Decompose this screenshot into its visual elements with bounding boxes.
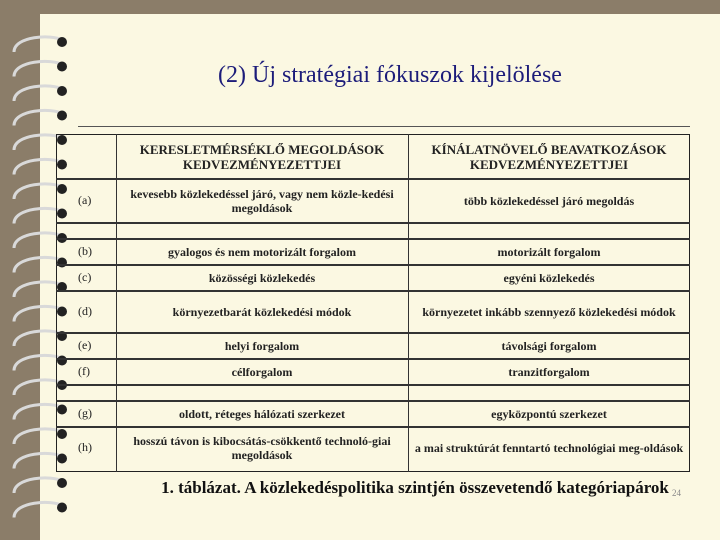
- title-rule: [78, 126, 690, 127]
- row-label: (a): [78, 193, 92, 207]
- column-rule: [408, 134, 409, 472]
- supply-cell: egyéni közlekedés: [503, 271, 595, 285]
- supply-cell: a mai struktúrát fenntartó technológiai meg-oldások: [414, 441, 684, 455]
- spiral-ring: [14, 233, 62, 248]
- demand-cell: hosszú távon is kibocsátás-csökkentő technoló-giai megoldások: [133, 434, 391, 462]
- slide-title: (2) Új stratégiai fókuszok kijelölése: [218, 62, 562, 88]
- spiral-ring: [14, 110, 62, 125]
- table-rule: [56, 222, 690, 224]
- spiral-hole: [57, 111, 67, 121]
- demand-cell: célforgalom: [231, 365, 293, 379]
- spiral-ring: [14, 502, 62, 517]
- spiral-ring: [14, 429, 62, 444]
- spiral-ring: [14, 257, 62, 272]
- supply-cell: egyközpontú szerkezet: [491, 407, 607, 421]
- spiral-ring: [14, 208, 62, 223]
- page-number: 24: [672, 488, 681, 498]
- supply-cell: több közlekedéssel járó megoldás: [463, 194, 635, 208]
- spiral-hole: [57, 86, 67, 96]
- demand-cell: közösségi közlekedés: [208, 271, 316, 285]
- spiral-ring: [14, 86, 62, 101]
- row-label: (d): [78, 304, 92, 318]
- table-caption: 1. táblázat. A közlekedéspolitika szintjén összevetendő kategóriapárok: [161, 478, 669, 497]
- column-rule: [116, 134, 117, 472]
- row-label: (e): [78, 338, 92, 352]
- spiral-ring: [14, 380, 62, 395]
- demand-cell: gyalogos és nem motorizált forgalom: [168, 245, 356, 259]
- spiral-hole: [57, 503, 67, 513]
- column-header: KÍNÁLATNÖVELŐ BEAVATKOZÁSOK KEDVEZMÉNYEZETTJEI: [431, 142, 667, 172]
- row-label: (g): [78, 406, 92, 420]
- column-header: KERESLETMÉRSÉKLŐ MEGOLDÁSOK KEDVEZMÉNYEZETTJEI: [139, 142, 385, 172]
- spiral-ring: [14, 306, 62, 321]
- demand-cell: környezetbarát közlekedési módok: [172, 305, 352, 319]
- spiral-ring: [14, 61, 62, 76]
- row-label: (c): [78, 270, 92, 284]
- spiral-ring: [14, 37, 62, 52]
- supply-cell: tranzitforgalom: [508, 365, 590, 379]
- spiral-ring: [14, 478, 62, 493]
- spiral-ring: [14, 331, 62, 346]
- spiral-ring: [14, 355, 62, 370]
- row-label: (b): [78, 244, 92, 258]
- spiral-ring: [14, 159, 62, 174]
- spiral-hole: [57, 478, 67, 488]
- spiral-hole: [57, 62, 67, 72]
- spiral-hole: [57, 37, 67, 47]
- row-label: (h): [78, 440, 92, 454]
- spiral-ring: [14, 404, 62, 419]
- spiral-ring: [14, 453, 62, 468]
- spiral-ring: [14, 135, 62, 150]
- demand-cell: helyi forgalom: [224, 339, 300, 353]
- supply-cell: környezetet inkább szennyező közlekedési módok: [422, 305, 676, 319]
- demand-cell: oldott, réteges hálózati szerkezet: [179, 407, 345, 421]
- demand-cell: kevesebb közlekedéssel járó, vagy nem közle-kedési megoldások: [130, 187, 394, 215]
- spiral-ring: [14, 184, 62, 199]
- row-label: (f): [78, 364, 90, 378]
- supply-cell: távolsági forgalom: [501, 339, 597, 353]
- table-rule: [56, 384, 690, 386]
- spiral-ring: [14, 282, 62, 297]
- supply-cell: motorizált forgalom: [497, 245, 601, 259]
